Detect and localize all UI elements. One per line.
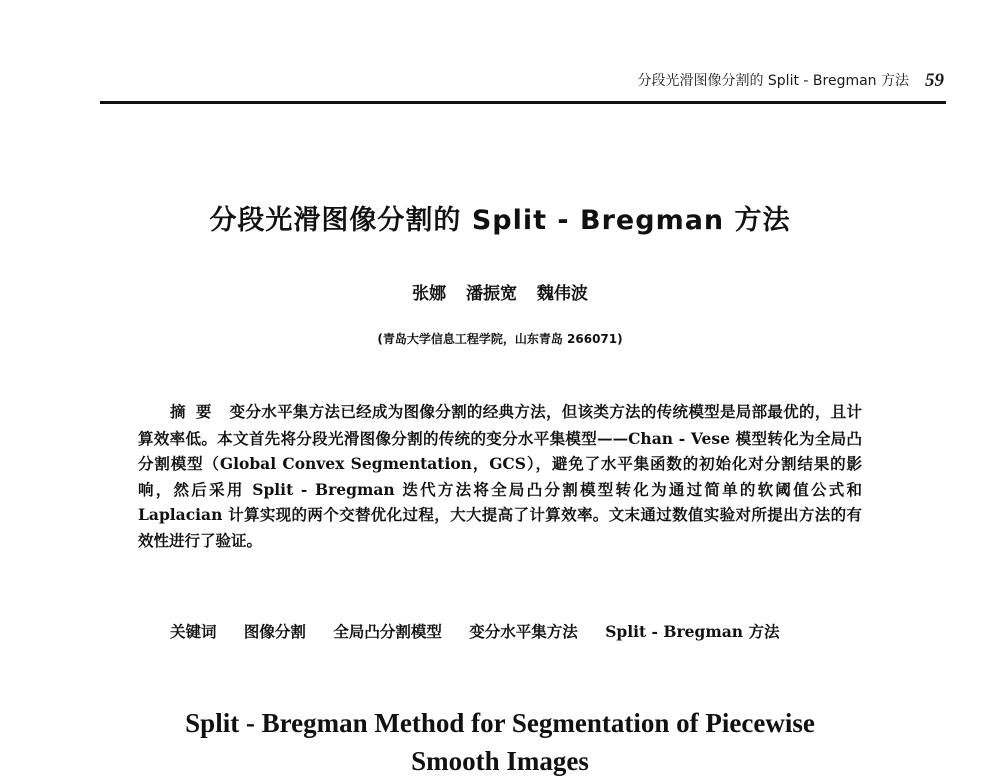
keywords-label: 关键词 xyxy=(170,623,217,641)
abstract xyxy=(138,399,862,553)
keywords xyxy=(138,619,862,646)
header-rule xyxy=(100,101,946,104)
page-number: 59 xyxy=(925,70,944,91)
paper-title-english-line2: Smooth Images xyxy=(411,746,589,776)
abstract-label: 摘要 xyxy=(170,403,222,421)
keyword: Split - Bregman 方法 xyxy=(605,622,780,641)
running-head xyxy=(637,70,944,92)
abstract-text: 变分水平集方法已经成为图像分割的经典方法，但该类方法的传统模型是局部最优的，且计算效率低。本文首先将分段光滑图像分割的传统的变分水平集模型——Chan - Vese 模型转化为全局凸分割模型（Global Convex Segmentation，GCS），避免了水平集函数的初始化对分割结果的影响，然后采用 Split - Bregman 迭代方法将全局凸分割模型转化为通过简单的软阈值公式和 Laplacian 计算实现的两个交替优化过程，大大提高了计算效率。文末通过数值实验对所提出方法的有效性进行了验证。 xyxy=(138,402,862,550)
keyword: 变分水平集方法 xyxy=(469,622,578,641)
author-list: 张娜 潘振宽 魏伟波 xyxy=(412,284,588,304)
running-head-title: 分段光滑图像分割的 Split - Bregman 方法 xyxy=(637,73,909,89)
keyword: 全局凸分割模型 xyxy=(333,622,442,641)
keyword: 图像分割 xyxy=(243,622,306,641)
affiliation: (青岛大学信息工程学院，山东青岛 266071) xyxy=(377,332,623,346)
paper-title-chinese: 分段光滑图像分割的 Split - Bregman 方法 xyxy=(209,205,791,236)
paper-title-english xyxy=(0,704,1000,780)
paper-title-english-line1: Split - Bregman Method for Segmentation of Piecewise xyxy=(185,708,815,738)
